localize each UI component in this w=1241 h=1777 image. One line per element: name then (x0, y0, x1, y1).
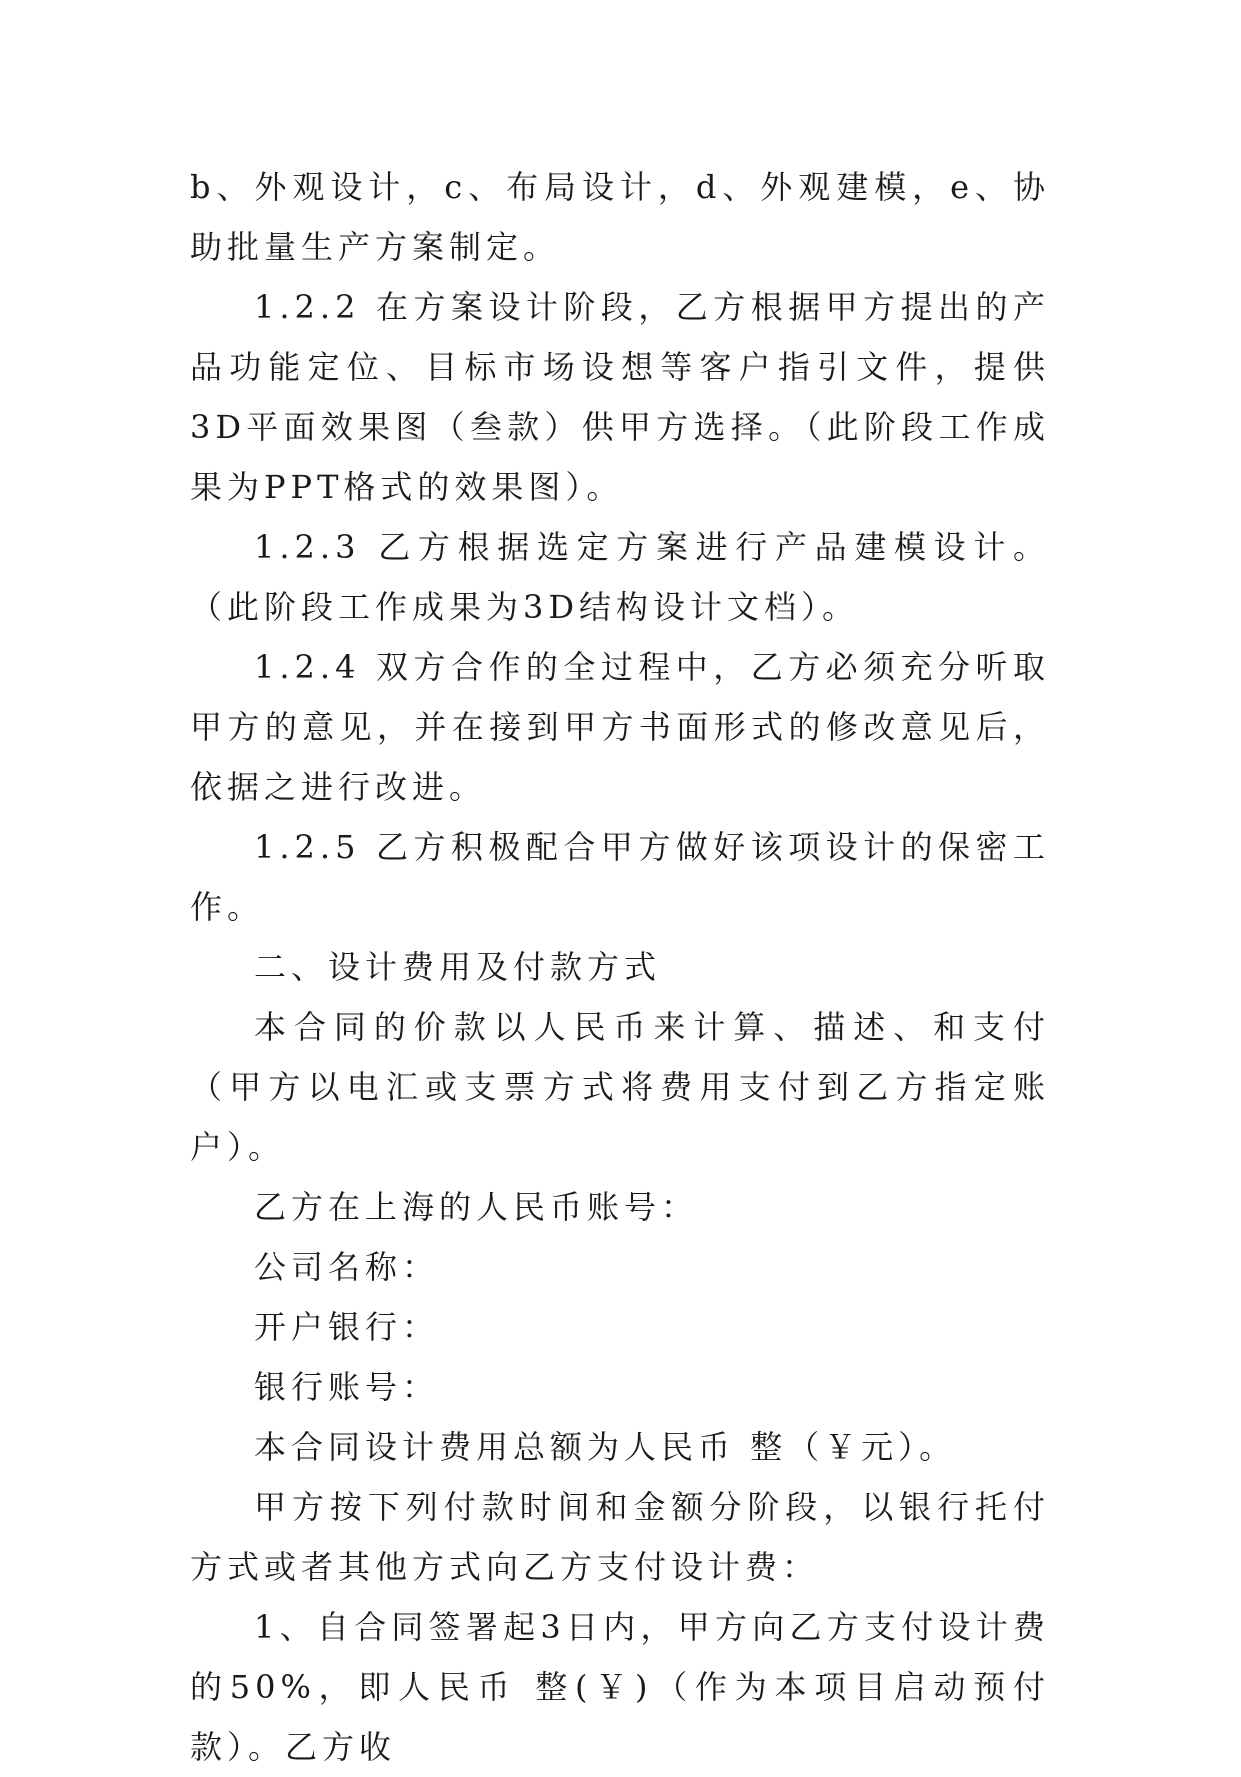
section-heading-fees: 二、设计费用及付款方式 (254, 948, 662, 986)
design-scope-continuation: b、外观设计，c、布局设计，d、外观建模，e、协助批量生产方案制定。 (190, 168, 1050, 266)
currency-clause: 本合同的价款以人民币来计算、描述、和支付（甲方以电汇或支票方式将费用支付到乙方指定账户）。 (190, 1008, 1050, 1166)
clause-1-2-3: 1.2.3 乙方根据选定方案进行产品建模设计。（此阶段工作成果为3D结构设计文档）。 (190, 528, 1050, 626)
bank-name-field: 开户银行： (254, 1308, 440, 1346)
account-intro: 乙方在上海的人民币账号： (254, 1188, 699, 1226)
bank-account-field: 银行账号： (254, 1368, 440, 1406)
contract-body (190, 157, 1050, 1777)
clause-1-2-5: 1.2.5 乙方积极配合甲方做好该项设计的保密工作。 (190, 828, 1050, 926)
company-name-field: 公司名称： (254, 1248, 440, 1286)
clause-1-2-2: 1.2.2 在方案设计阶段，乙方根据甲方提出的产品功能定位、目标市场设想等客户指引文件，提供3D平面效果图（叁款）供甲方选择。（此阶段工作成果为PPT格式的效果图）。 (190, 288, 1050, 506)
payment-stage-1: 1、自合同签署起3日内，甲方向乙方支付设计费的50%，即人民币 整(￥)（作为本项目启动预付款）。乙方收 (190, 1608, 1050, 1766)
payment-schedule-intro: 甲方按下列付款时间和金额分阶段，以银行托付方式或者其他方式向乙方支付设计费： (190, 1488, 1050, 1586)
total-fee-clause: 本合同设计费用总额为人民币 整（￥元）。 (254, 1428, 957, 1466)
clause-1-2-4: 1.2.4 双方合作的全过程中，乙方必须充分听取甲方的意见，并在接到甲方书面形式的修改意见后，依据之进行改进。 (190, 648, 1050, 806)
